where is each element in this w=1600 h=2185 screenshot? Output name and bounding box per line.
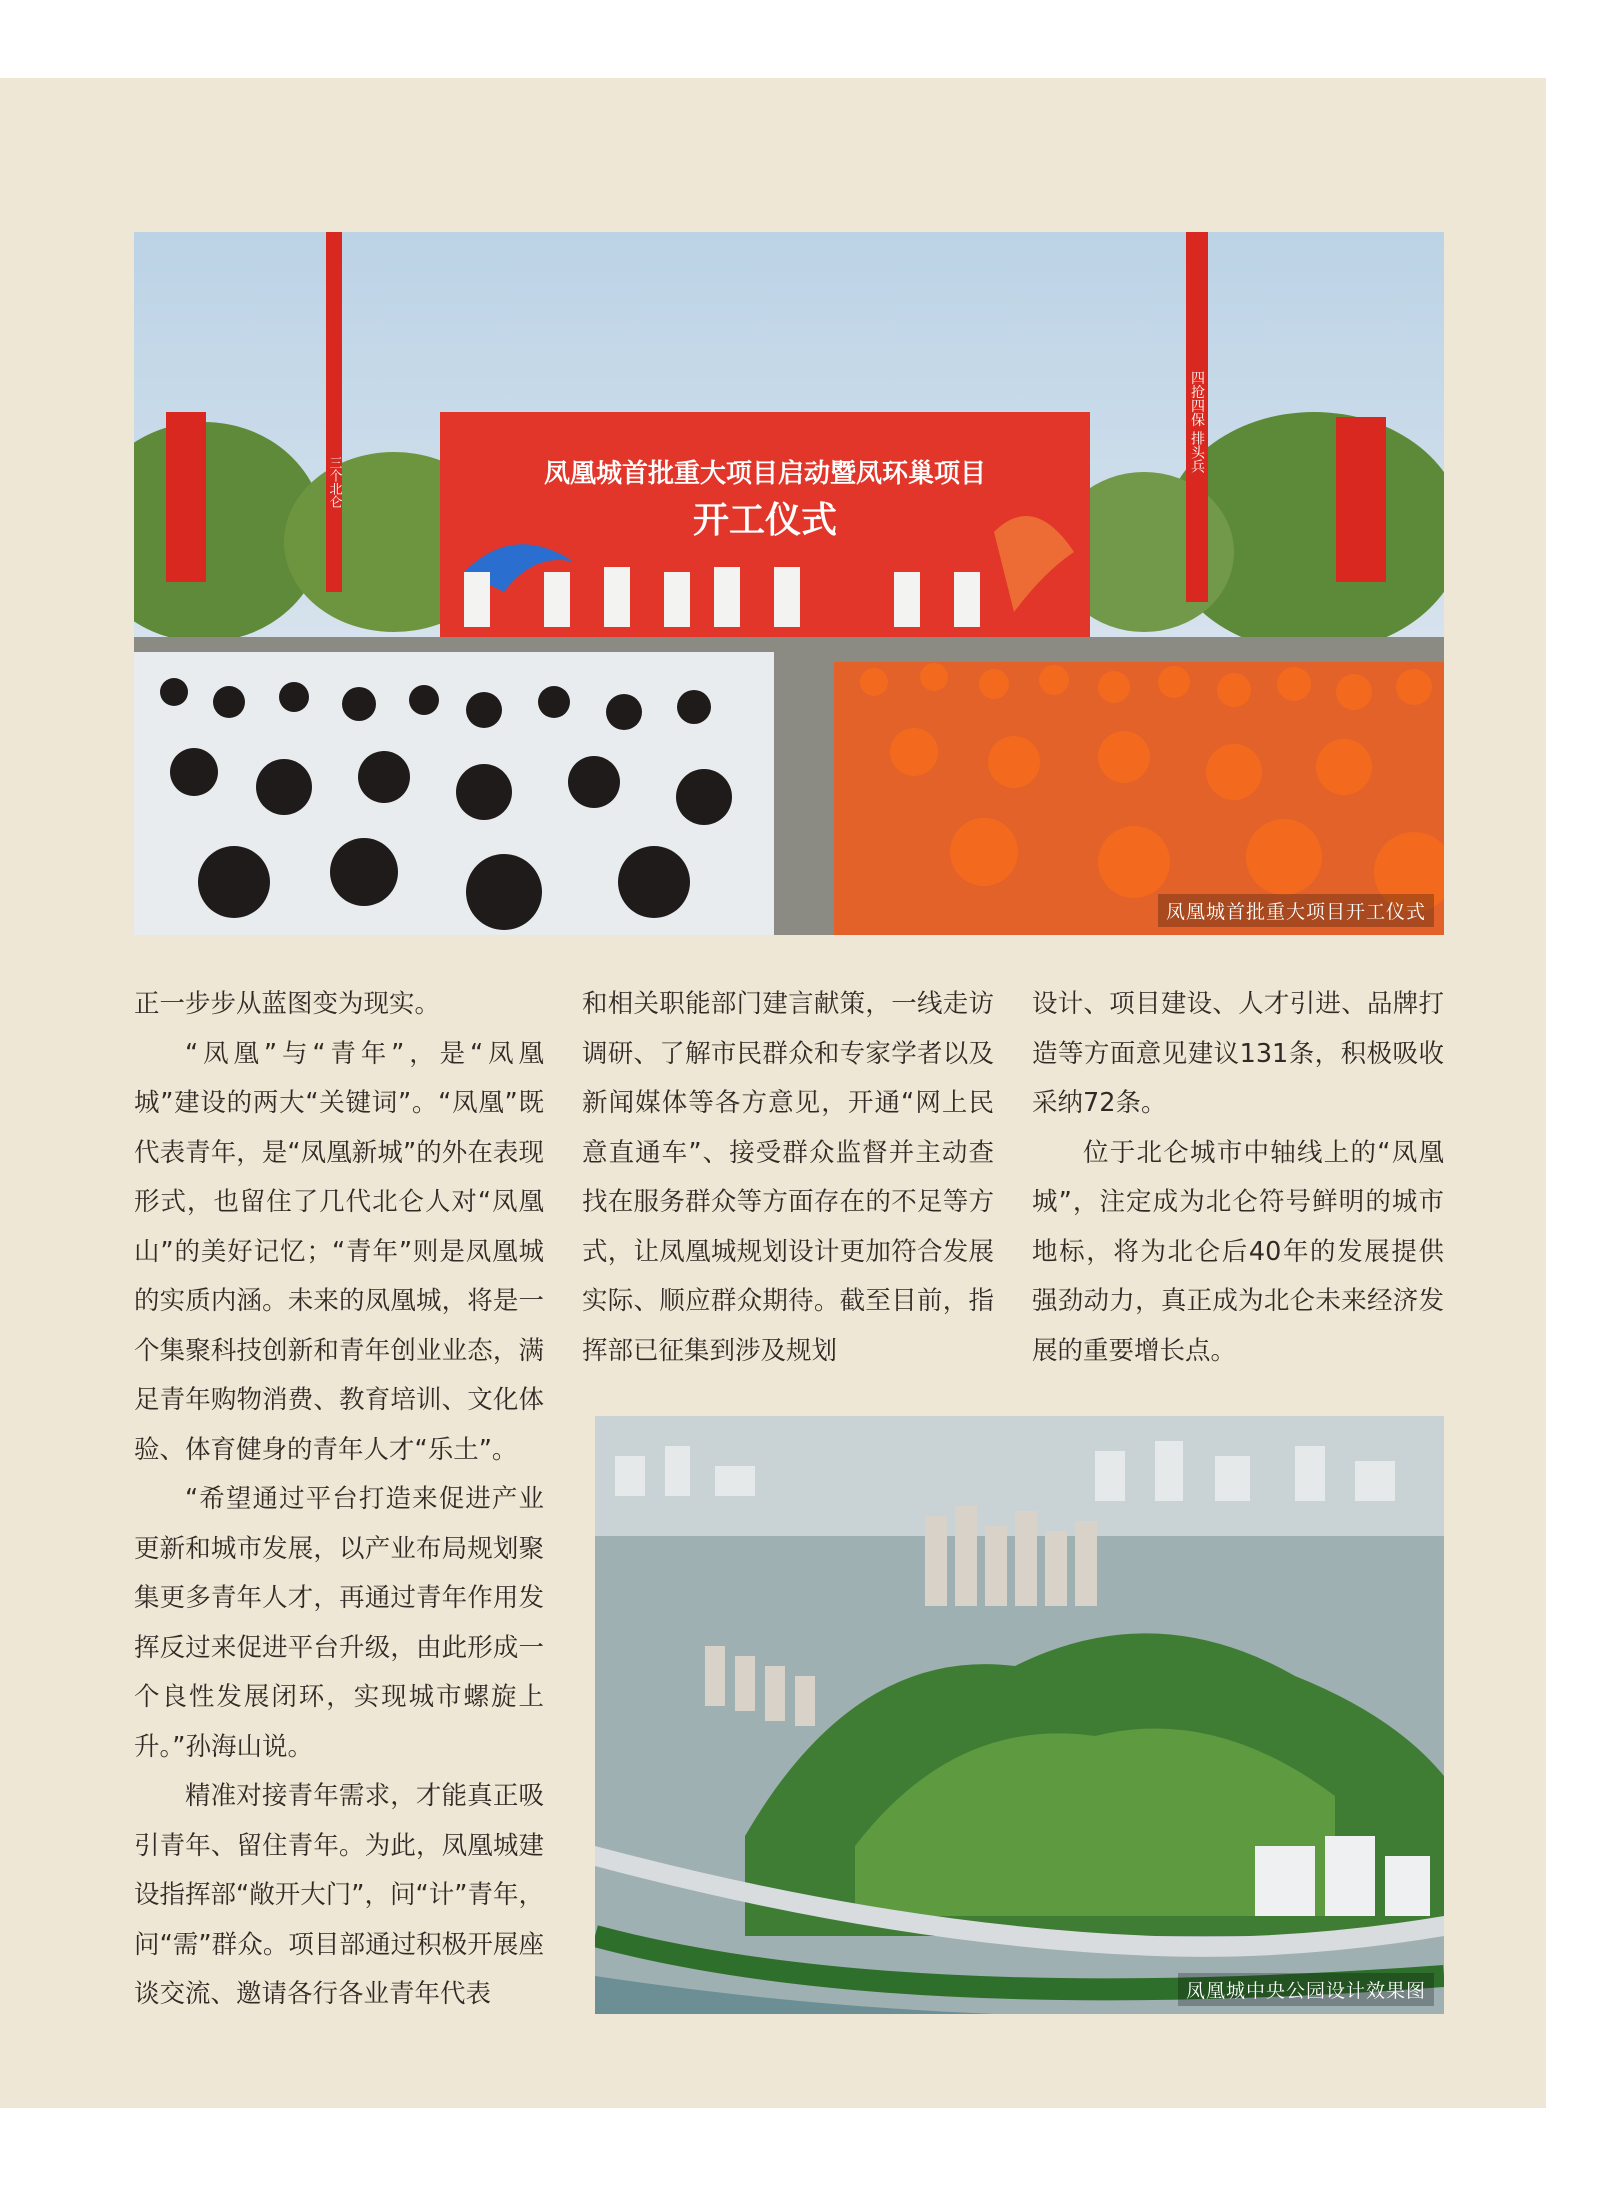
text-column-2 xyxy=(582,980,994,1376)
paragraph: 位于北仑城市中轴线上的“凤凰城”，注定成为北仑符号鲜明的城市地标，将为北仑后40年的发展提供强劲动力，真正成为北仑未来经济发展的重要增长点。 xyxy=(1032,1137,1444,1366)
paragraph: 精准对接青年需求，才能真正吸引青年、留住青年。为此，凤凰城建设指挥部“敞开大门”，问“计”青年，问“需”群众。项目部通过积极开展座谈交流、邀请各行各业青年代表 xyxy=(134,1781,544,2009)
paragraph: 正一步步从蓝图变为现实。 xyxy=(134,989,441,1019)
photo-caption: 凤凰城首批重大项目开工仪式 xyxy=(1158,894,1434,927)
photo-caption: 凤凰城中央公园设计效果图 xyxy=(1178,1973,1434,2006)
paragraph: 设计、项目建设、人才引进、品牌打造等方面意见建议131条，积极吸收采纳72条。 xyxy=(1032,989,1444,1118)
banner-left-text: 三个北仑 xyxy=(326,456,342,508)
ceremony-photo xyxy=(134,232,1444,935)
ceremony-photo-illustration xyxy=(134,232,1444,935)
paragraph: 和相关职能部门建言献策，一线走访调研、了解市民群众和专家学者以及新闻媒体等各方意见，开通“网上民意直通车”、接受群众监督并主动查找在服务群众等方面存在的不足等方式，让凤凰城规划设计更加符合发展实际、顺应群众期待。截至目前，指挥部已征集到涉及规划 xyxy=(582,989,994,1366)
text-column-3 xyxy=(1032,980,1444,1376)
paragraph: “希望通过平台打造来促进产业更新和城市发展，以产业布局规划聚集更多青年人才，再通过青年作用发挥反过来促进平台升级，由此形成一个良性发展闭环，实现城市螺旋上升。”孙海山说。 xyxy=(134,1484,544,1762)
flag-banner-left xyxy=(326,232,342,592)
park-rendering-illustration xyxy=(595,1416,1444,2014)
text-column-1 xyxy=(134,980,544,2020)
stage-title-line1: 凤凰城首批重大项目启动暨凤环巢项目 xyxy=(543,459,987,489)
park-rendering-photo xyxy=(595,1416,1444,2014)
paragraph: “凤凰”与“青年”，是“凤凰城”建设的两大“关键词”。“凤凰”既代表青年，是“凤凰新城”的外在表现形式，也留住了几代北仑人对“凤凰山”的美好记忆；“青年”则是凤凰城的实质内涵。未来的凤凰城，将是一个集聚科技创新和青年创业业态，满足青年购物消费、教育培训、文化体验、体育健身的青年人才“乐土”。 xyxy=(134,1038,544,1465)
stage-title-line2: 开工仪式 xyxy=(692,500,838,541)
banner-right-text: 四抢四保 排头兵 xyxy=(1189,370,1205,474)
crowd-white xyxy=(134,652,774,935)
